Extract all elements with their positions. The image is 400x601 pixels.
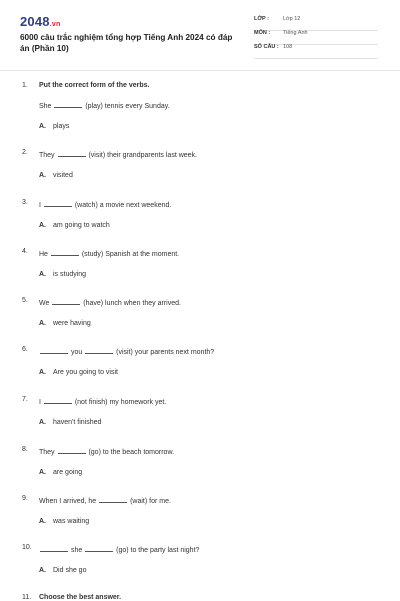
answer-option xyxy=(39,419,101,426)
instruction-text: Choose the best answer. xyxy=(39,594,122,601)
logo-text: 2048 xyxy=(20,14,50,29)
option-letter: A. xyxy=(39,222,46,229)
stem-text: (play) tennis every Sunday. xyxy=(83,103,170,110)
document-header xyxy=(0,0,400,71)
stem-text: I xyxy=(39,202,43,209)
question-stem xyxy=(39,495,171,505)
question-number: 3. xyxy=(22,199,28,206)
stem-text: (have) lunch when they arrived. xyxy=(81,300,181,307)
option-text: plays xyxy=(53,123,70,130)
answer-blank xyxy=(44,396,72,404)
answer-blank xyxy=(44,199,72,207)
option-text: am going to watch xyxy=(53,222,110,229)
option-text: Are you going to visit xyxy=(53,369,118,376)
answer-option xyxy=(39,469,82,476)
option-text: Did she go xyxy=(53,567,87,574)
question-stem xyxy=(39,149,197,159)
meta-label-subject: MÔN : xyxy=(254,30,271,36)
answer-option xyxy=(39,222,110,229)
instruction-number: 11. xyxy=(22,594,32,601)
answer-option xyxy=(39,123,69,130)
answer-blank xyxy=(99,495,127,503)
question-stem xyxy=(39,199,171,209)
stem-text: She xyxy=(39,103,54,110)
stem-text: (visit) their grandparents last week. xyxy=(86,152,198,159)
site-logo[interactable] xyxy=(20,14,60,29)
instruction-text: Put the correct form of the verbs. xyxy=(39,82,150,89)
answer-blank xyxy=(85,544,113,552)
option-text: are going xyxy=(53,469,83,476)
option-letter: A. xyxy=(39,469,46,476)
meta-value-grade: Lớp 12 xyxy=(283,16,301,22)
question-stem xyxy=(39,297,181,307)
question-number: 7. xyxy=(22,396,28,403)
answer-blank xyxy=(40,346,68,354)
stem-text: (visit) your parents next month? xyxy=(114,349,215,356)
meta-label-grade: LỚP : xyxy=(254,16,269,22)
stem-text: I xyxy=(39,399,43,406)
option-letter: A. xyxy=(39,123,46,130)
answer-option xyxy=(39,172,73,179)
option-letter: A. xyxy=(39,369,46,376)
answer-blank xyxy=(54,100,82,108)
meta-label-count: SỐ CÂU : xyxy=(254,44,279,50)
question-stem xyxy=(39,346,214,356)
option-letter: A. xyxy=(39,567,46,574)
stem-text: (watch) a movie next weekend. xyxy=(72,202,172,209)
answer-blank xyxy=(52,297,80,305)
question-stem xyxy=(39,446,174,456)
stem-text: When I arrived, he xyxy=(39,498,99,505)
option-text: haven't finished xyxy=(53,419,102,426)
answer-option xyxy=(39,271,86,278)
question-number: 9. xyxy=(22,495,28,502)
question-stem xyxy=(39,100,170,110)
question-stem xyxy=(39,396,166,406)
meta-row-count xyxy=(254,42,378,59)
question-stem xyxy=(39,248,179,258)
option-letter: A. xyxy=(39,271,46,278)
stem-text: He xyxy=(39,251,50,258)
option-text: was waiting xyxy=(53,518,90,525)
stem-text: We xyxy=(39,300,52,307)
question-number: 5. xyxy=(22,297,28,304)
stem-text: (not finish) my homework yet. xyxy=(72,399,167,406)
meta-value-subject: Tiếng Anh xyxy=(283,30,308,36)
stem-text: you xyxy=(69,349,85,356)
stem-text: (wait) for me. xyxy=(128,498,171,505)
logo-tld: .vn xyxy=(49,21,61,28)
answer-blank xyxy=(58,446,86,454)
meta-value-count: 108 xyxy=(283,44,293,50)
option-text: is studying xyxy=(53,271,87,278)
question-number: 10. xyxy=(22,544,32,551)
answer-blank xyxy=(40,544,68,552)
option-letter: A. xyxy=(39,419,46,426)
option-letter: A. xyxy=(39,172,46,179)
answer-blank xyxy=(58,149,86,157)
question-number: 6. xyxy=(22,346,28,353)
option-text: visited xyxy=(53,172,73,179)
question-number: 4. xyxy=(22,248,28,255)
question-stem xyxy=(39,544,199,554)
answer-option xyxy=(39,567,86,574)
answer-option xyxy=(39,518,89,525)
answer-blank xyxy=(51,248,79,256)
instruction-number: 1. xyxy=(22,82,28,89)
stem-text: They xyxy=(39,449,57,456)
stem-text: (study) Spanish at the moment. xyxy=(79,251,180,258)
stem-text: (go) to the beach tomorrow. xyxy=(86,449,175,456)
answer-option xyxy=(39,369,118,376)
stem-text: she xyxy=(69,547,85,554)
option-letter: A. xyxy=(39,518,46,525)
option-text: were having xyxy=(53,320,91,327)
option-letter: A. xyxy=(39,320,46,327)
question-number: 8. xyxy=(22,446,28,453)
answer-option xyxy=(39,320,91,327)
stem-text: (go) to the party last night? xyxy=(114,547,200,554)
question-number: 2. xyxy=(22,149,28,156)
stem-text: They xyxy=(39,152,57,159)
answer-blank xyxy=(85,346,113,354)
document-title: 6000 câu trắc nghiệm tổng hợp Tiếng Anh 2024 có đáp án (Phần 10) xyxy=(20,33,233,53)
